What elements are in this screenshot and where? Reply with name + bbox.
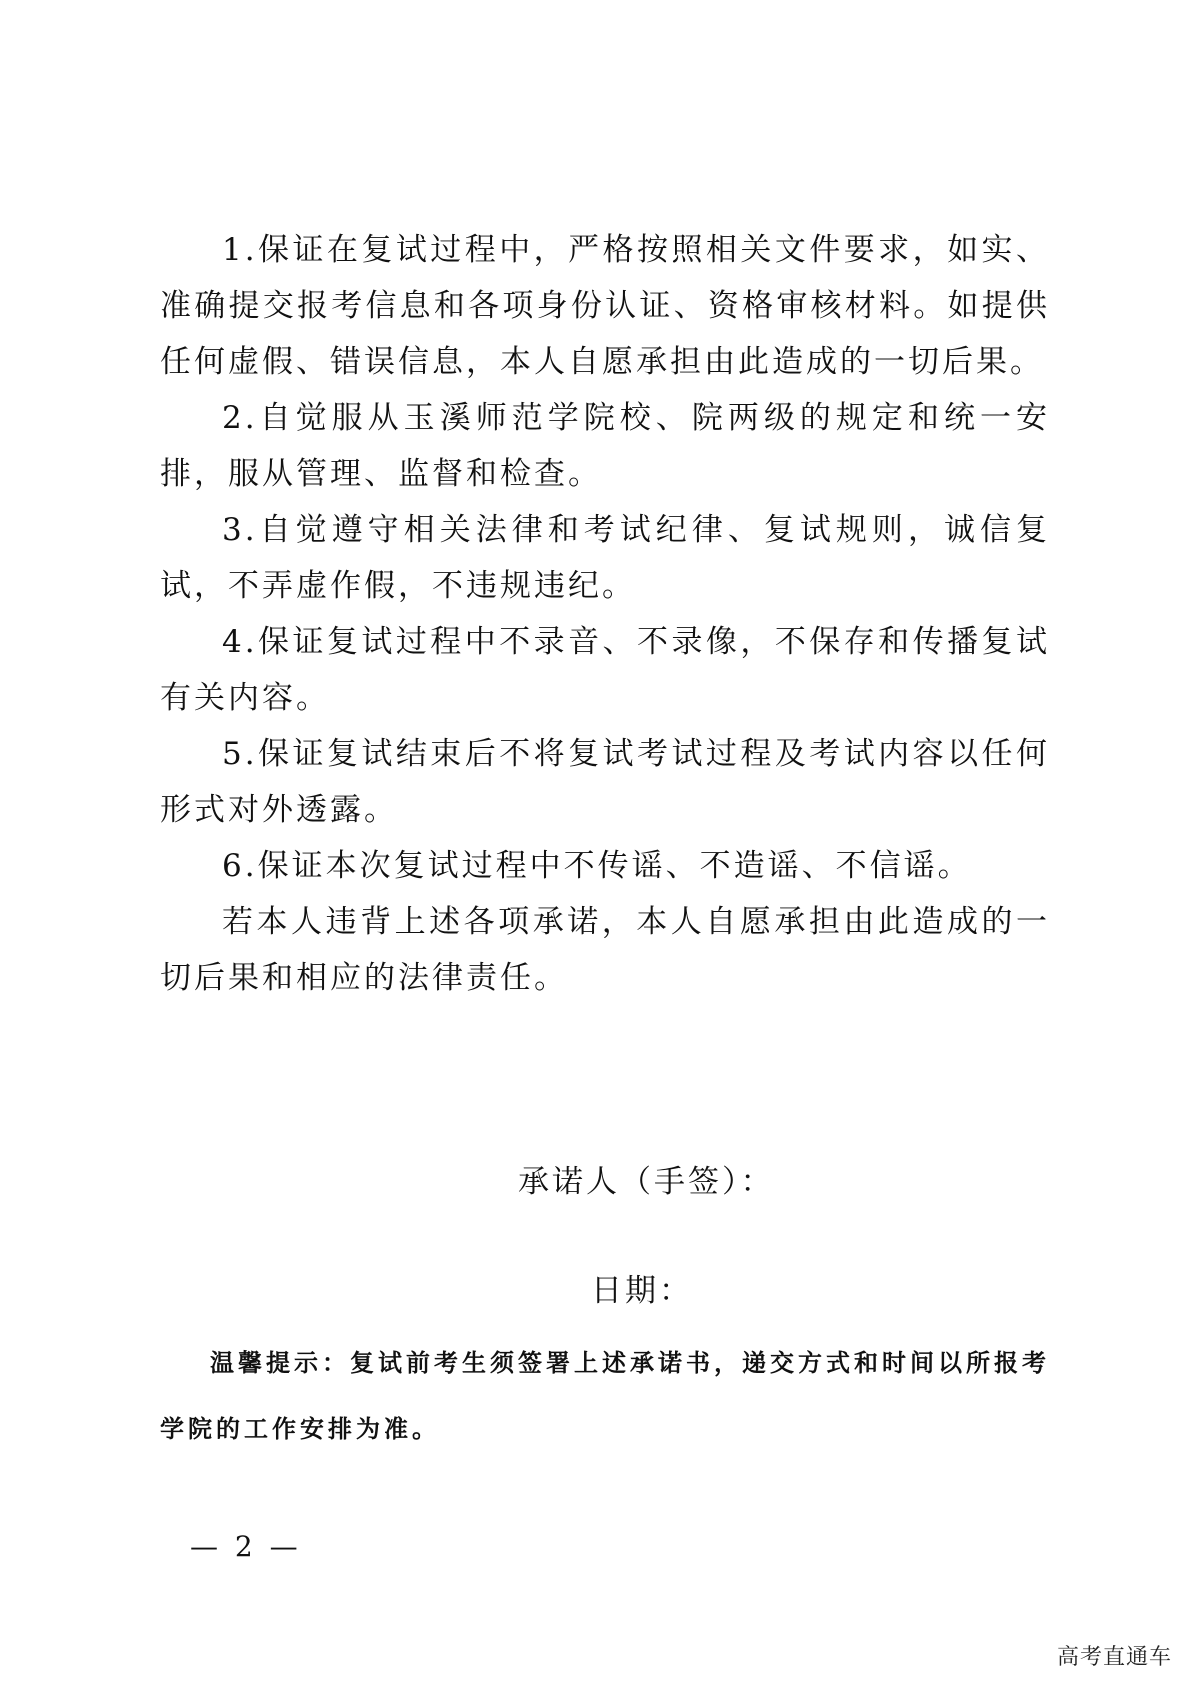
commitment-item-4: 4.保证复试过程中不录音、不录像，不保存和传播复试有关内容。 [160,624,1050,716]
page-number: — 2 — [190,1530,302,1563]
commitment-item-5: 5.保证复试结束后不将复试考试过程及考试内容以任何形式对外透露。 [160,736,1050,828]
commitment-body [160,222,1050,1006]
commitment-item-1: 1.保证在复试过程中，严格按照相关文件要求，如实、准确提交报考信息和各项身份认证、资格审核材料。如提供任何虚假、错误信息，本人自愿承担由此造成的一切后果。 [160,232,1050,380]
commitment-item-6: 6.保证本次复试过程中不传谣、不造谣、不信谣。 [222,848,972,884]
date-label: 日期： [591,1273,693,1309]
signer-label: 承诺人（手签）： [518,1164,775,1200]
reminder-text: 温馨提示：复试前考生须签署上述承诺书，递交方式和时间以所报考学院的工作安排为准。 [160,1348,1050,1443]
commitment-item-3: 3.自觉遵守相关法律和考试纪律、复试规则，诚信复试，不弄虚作假，不违规违纪。 [160,512,1050,604]
commitment-closing: 若本人违背上述各项承诺，本人自愿承担由此造成的一切后果和相应的法律责任。 [160,904,1050,996]
commitment-item-2: 2.自觉服从玉溪师范学院校、院两级的规定和统一安排，服从管理、监督和检查。 [160,400,1050,492]
watermark: 高考直通车 [1056,1645,1172,1670]
reminder-note [160,1330,1050,1462]
